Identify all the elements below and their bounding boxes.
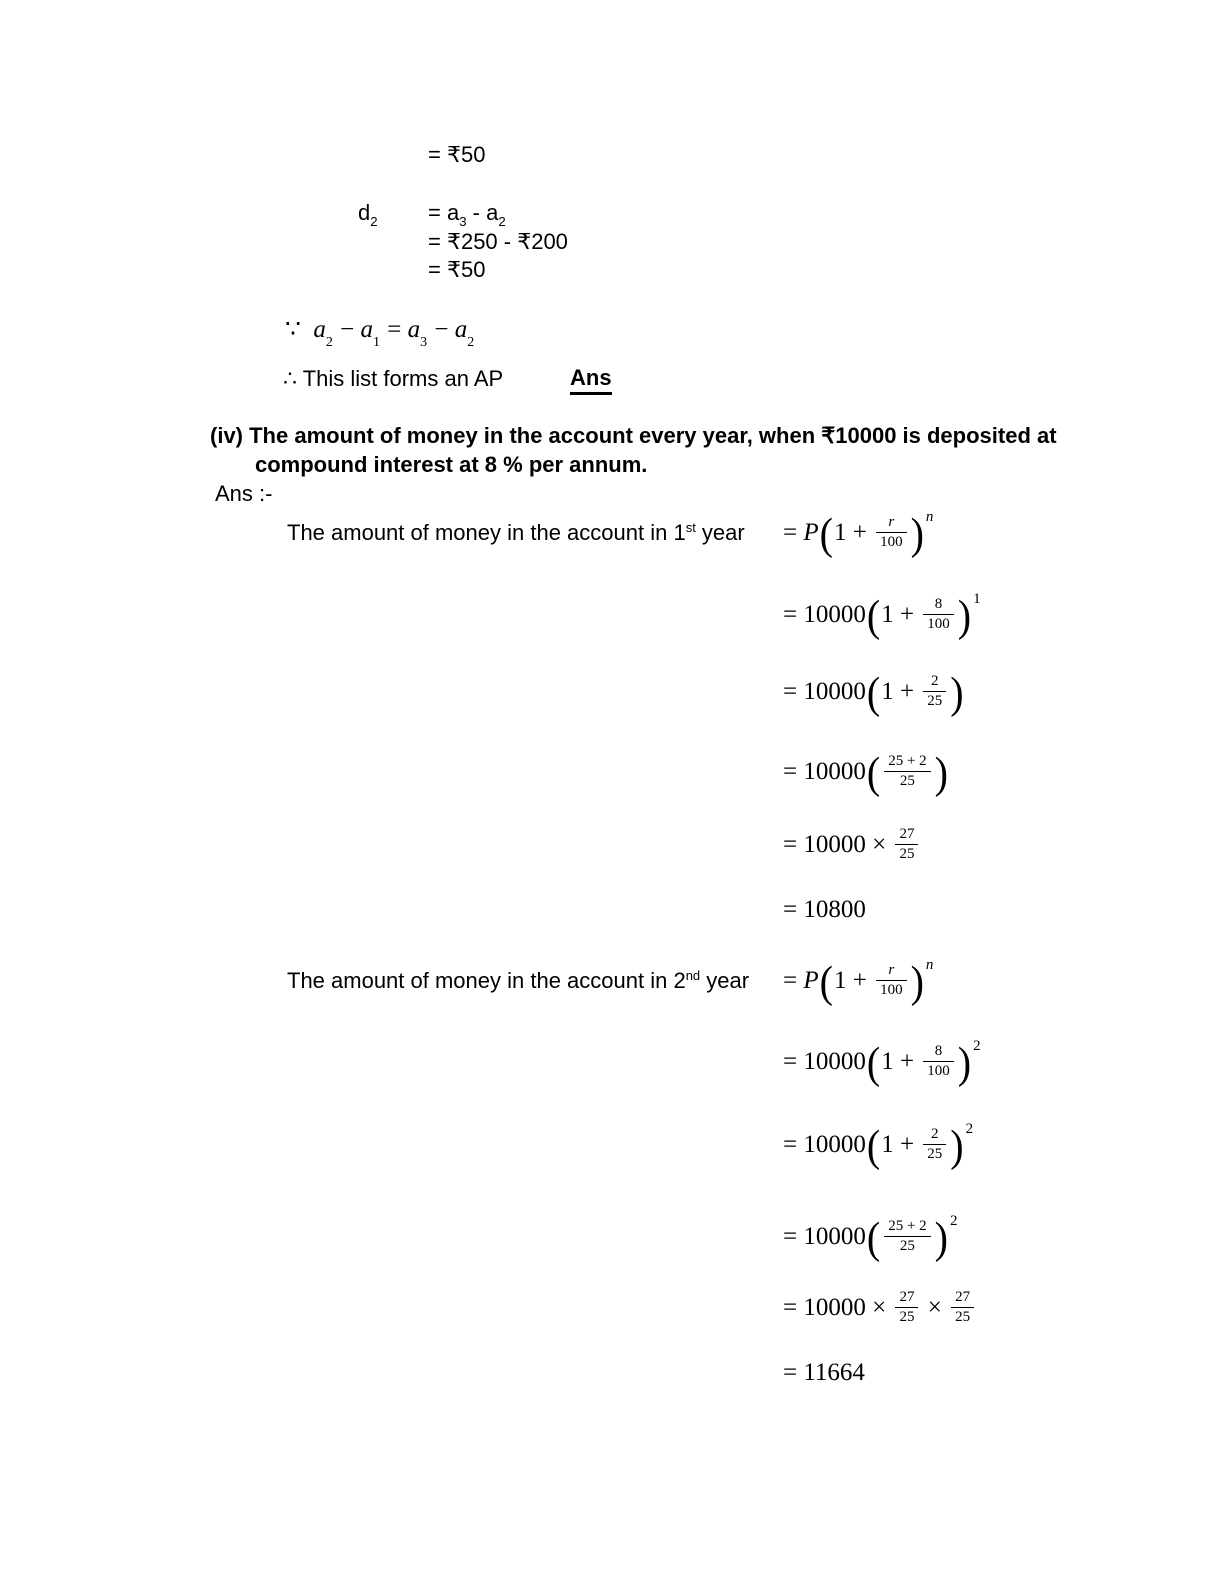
year2-step-2: = 10000(1 + $\frac{8}{100}$ ) 2	[783, 1037, 981, 1088]
math-txt: 1 +	[881, 1131, 921, 1158]
fraction-denominator: 25	[895, 844, 918, 864]
year1-step-3	[783, 664, 965, 720]
math-txt: =	[381, 316, 408, 343]
fraction-denominator: 25	[884, 1236, 930, 1256]
math-frac	[876, 961, 907, 1000]
math-txt: 1 +	[881, 1048, 921, 1075]
math-txt: = 10000	[783, 678, 866, 705]
year1-label-text: The amount of money in the account in 1	[287, 520, 686, 545]
year2-label-text: The amount of money in the account in 2	[287, 968, 686, 993]
math-txt: = 10000	[783, 1131, 866, 1158]
year1-result	[783, 882, 866, 938]
year1-ordinal-suffix: st	[685, 520, 696, 535]
fraction-denominator: 100	[876, 980, 907, 1000]
ap-d2-label	[358, 200, 378, 229]
math-frac	[923, 595, 954, 634]
math-frac	[884, 1217, 930, 1256]
math-paren: )	[957, 1037, 972, 1088]
math-txt: = a	[428, 200, 460, 225]
year1-formula: = P(1 + $\frac{r}{100}$ ) n	[783, 508, 934, 559]
math-frac	[895, 1288, 918, 1327]
math-txt: 1 +	[881, 601, 921, 628]
year1-step-2: = 10000(1 + $\frac{8}{100}$ ) 1	[783, 590, 981, 641]
math-it: a	[360, 316, 374, 343]
math-paren: )	[910, 508, 924, 559]
ans-badge: Ans	[570, 365, 612, 395]
fraction-numerator: 8	[934, 596, 943, 613]
math-txt: = 10000 ×	[783, 1294, 893, 1321]
math-txt: = 10000	[783, 758, 866, 785]
math-paren: (	[866, 1212, 881, 1263]
math-txt: = 10000	[783, 1223, 866, 1250]
math-txt: d	[358, 200, 371, 225]
math-sub: 3	[420, 334, 428, 350]
math-txt: ∵	[285, 316, 314, 343]
math-txt: - a	[466, 200, 499, 225]
fraction-denominator: 25	[923, 691, 946, 711]
fraction-denominator: 25	[951, 1307, 974, 1327]
math-frac	[923, 672, 946, 711]
math-txt: −	[333, 316, 361, 343]
question-iv-heading-line1: (iv) The amount of money in the account every year, when ₹10000 is deposited at	[210, 423, 1057, 448]
math-txt: = 10000	[783, 1048, 866, 1075]
math-sub: 3	[459, 213, 467, 229]
year2-ordinal-suffix: nd	[685, 968, 701, 983]
fraction-numerator: 27	[955, 1289, 971, 1306]
fraction-numerator: 8	[934, 1043, 943, 1060]
math-it: P	[803, 519, 819, 546]
math-paren: (	[819, 956, 833, 1007]
math-txt: 1 +	[881, 678, 921, 705]
fraction-denominator: 100	[923, 1061, 954, 1081]
math-frac	[876, 513, 907, 552]
math-paren: (	[866, 747, 881, 798]
ap-because-equation	[285, 310, 475, 350]
math-paren: (	[866, 1037, 881, 1088]
math-paren: (	[866, 1120, 881, 1171]
year2-result	[783, 1345, 865, 1401]
math-sub: 2	[467, 334, 475, 350]
math-txt: 1 +	[833, 519, 874, 546]
math-txt: = ₹50	[428, 142, 486, 167]
math-sub: 2	[370, 213, 378, 229]
year2-step-3: = 10000(1 + $\frac{2}{25}$ ) 2	[783, 1120, 974, 1171]
math-paren: (	[866, 590, 881, 641]
math-sub: 2	[498, 213, 506, 229]
math-txt: = 10800	[783, 896, 866, 923]
fraction-numerator: 2	[931, 673, 939, 690]
math-paren: (	[819, 508, 833, 559]
fraction-numerator: r	[888, 514, 895, 531]
math-txt: =	[783, 967, 804, 994]
math-it: P	[803, 967, 819, 994]
math-txt: = ₹50	[428, 257, 486, 282]
ap-d1-result	[428, 142, 485, 168]
answer-prefix: Ans :-	[215, 481, 273, 506]
year2-formula: = P(1 + $\frac{r}{100}$ ) n	[783, 956, 934, 1007]
math-paren: )	[934, 747, 948, 798]
math-paren: )	[957, 590, 972, 641]
year2-label	[287, 953, 749, 1009]
fraction-numerator: 27	[899, 1289, 915, 1306]
math-txt: −	[428, 316, 455, 343]
ap-d2-step-1	[428, 200, 506, 229]
fraction-denominator: 100	[876, 532, 907, 552]
fraction-denominator: 100	[923, 614, 954, 634]
math-txt: = ₹250 - ₹200	[428, 229, 568, 254]
math-frac	[923, 1125, 946, 1164]
question-iv-heading-line2: compound interest at 8 % per annum.	[255, 452, 648, 477]
math-txt: = 11664	[783, 1359, 865, 1386]
math-txt: =	[783, 519, 804, 546]
math-paren: )	[934, 1212, 948, 1263]
year1-step-4	[783, 744, 949, 800]
math-it: a	[407, 316, 421, 343]
math-txt: = 10000	[783, 601, 866, 628]
fraction-denominator: 25	[884, 771, 930, 791]
fraction-numerator: 27	[899, 826, 915, 843]
year1-label-suffix: year	[695, 520, 745, 545]
math-paren: )	[910, 956, 924, 1007]
math-sub: 2	[325, 334, 333, 350]
ap-d2-step-3	[428, 257, 485, 283]
year2-label-suffix: year	[700, 968, 750, 993]
math-frac	[895, 825, 918, 864]
math-sub: 1	[373, 334, 381, 350]
year1-step-5	[783, 817, 921, 873]
year2-step-4: = 10000( $\frac{25 + 2}{25}$ ) 2	[783, 1212, 958, 1263]
math-it: a	[313, 316, 326, 343]
ap-d2-step-2	[428, 229, 568, 255]
fraction-denominator: 25	[895, 1307, 918, 1327]
math-txt: ×	[921, 1294, 949, 1321]
math-paren: )	[950, 1120, 964, 1171]
fraction-denominator: 25	[923, 1144, 946, 1164]
math-frac	[923, 1042, 954, 1081]
math-paren: )	[950, 667, 964, 718]
math-frac	[951, 1288, 974, 1327]
math-txt: = 10000 ×	[783, 831, 893, 858]
year1-label	[287, 505, 745, 561]
fraction-numerator: 25 + 2	[888, 753, 927, 770]
ap-conclusion: ∴ This list forms an AP	[283, 366, 504, 391]
fraction-numerator: r	[888, 962, 895, 979]
math-frac	[884, 752, 930, 791]
math-paren: (	[866, 667, 881, 718]
fraction-numerator: 2	[931, 1126, 939, 1143]
year2-step-5	[783, 1280, 977, 1336]
math-it: a	[454, 316, 468, 343]
math-txt: 1 +	[833, 967, 874, 994]
fraction-numerator: 25 + 2	[888, 1218, 927, 1235]
